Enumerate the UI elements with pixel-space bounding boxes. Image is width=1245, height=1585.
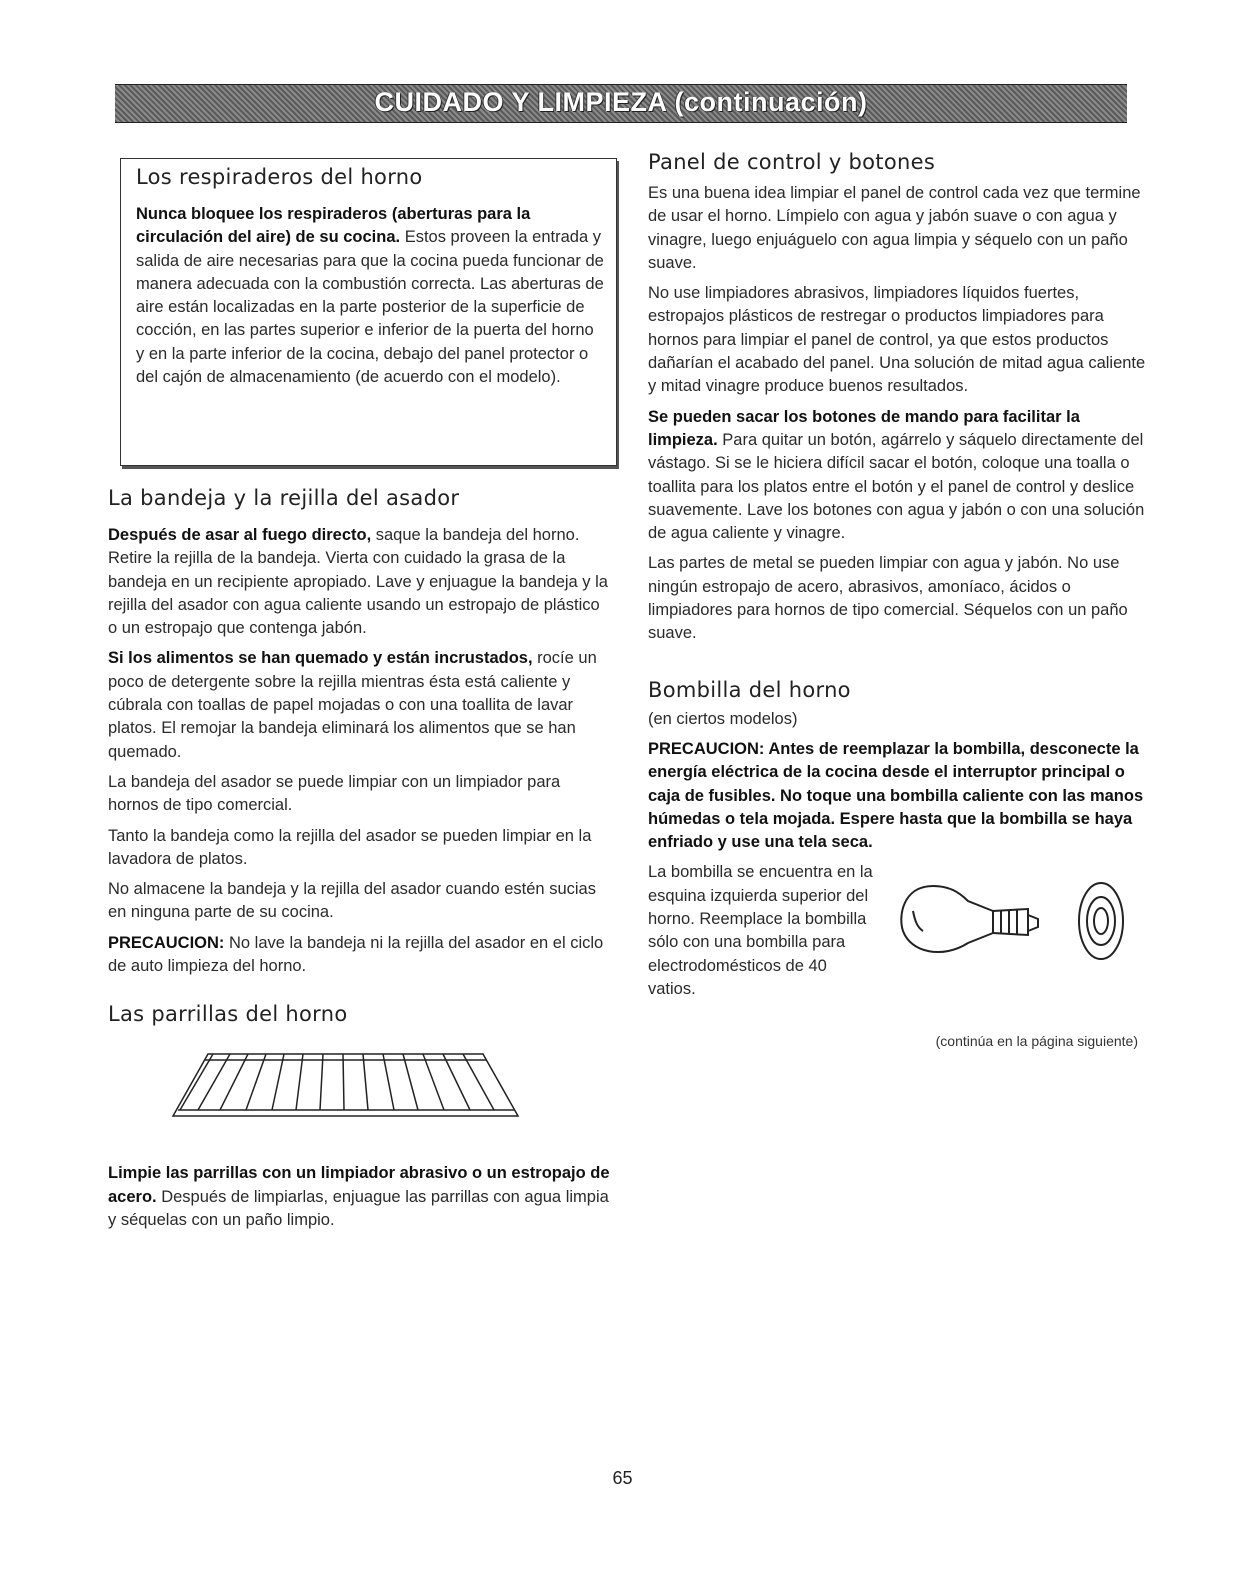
bulb-paragraph: La bombilla se encuentra en la esquina izquierda superior del horno. Reemplace la bombilla sólo con una bombilla para electrodomésticos de 40 vatios. — [648, 863, 873, 998]
oven-rack-icon — [168, 1046, 528, 1126]
broiler-paragraph-1 — [108, 524, 613, 640]
racks-bold-text: Limpie las parrillas con un limpiador abrasivo o un estropajo de acero. — [108, 1164, 610, 1206]
vents-heading: Los respiraderos del horno — [136, 165, 423, 189]
control-paragraph-4: Las partes de metal se pueden limpiar con agua y jabón. No use ningún estropajo de acero, abrasivos, amoníaco, ácidos o limpiadores para hornos de tipo comercial. Séquelos con un paño suave. — [648, 554, 1128, 643]
broiler-section — [108, 486, 613, 978]
racks-paragraph — [108, 1162, 613, 1232]
page-number: 65 — [612, 1468, 633, 1488]
broiler-heading: La bandeja y la rejilla del asador — [108, 486, 460, 510]
bulb-warning: PRECAUCION: Antes de reemplazar la bombilla, desconecte la energía eléctrica de la cocina desde el interruptor principal o caja de fusibles. No toque una bombilla caliente con las manos húmedas o tela mojada. Espere hasta que la bombilla se haya enfriado y use una tela seca. — [648, 739, 1144, 852]
right-column — [648, 150, 1148, 1051]
section-banner — [115, 84, 1127, 123]
broiler-bold-1: Después de asar al fuego directo, — [108, 526, 372, 544]
control-paragraph-2: No use limpiadores abrasivos, limpiadores líquidos fuertes, estropajos plásticos de restregar o productos limpiadores para hornos para limpiar el panel de control, ya que estos productos dañarían el acabado del panel. Una solución de mitad agua caliente y mitad vinagre produce buenos resultados. — [648, 284, 1146, 396]
broiler-caution-text: No lave la bandeja ni la rejilla del asador en el ciclo de auto limpieza del horno. — [108, 933, 604, 976]
bulb-heading: Bombilla del horno — [648, 677, 851, 702]
broiler-caution-label: PRECAUCION: — [108, 933, 225, 952]
control-text-3: Para quitar un botón, agárrelo y sáquelo directamente del vástago. Si se le hiciera difícil sacar el botón, coloque una toalla o toallita para los platos entre el botón y el panel de control y deslice suavemente. Lave los botones con agua y jabón o con una solución de agua caliente y vinagre. — [648, 430, 1145, 543]
control-bold-3: Se pueden sacar los botones de mando para facilitar la limpieza. — [648, 407, 1080, 449]
page-title: CUIDADO Y LIMPIEZA (continuación) — [374, 87, 868, 117]
control-paragraph-3 — [648, 406, 1148, 546]
broiler-text-2: rocíe un poco de detergente sobre la rejilla mientras ésta está caliente y cúbrala con toallas de papel mojadas o con una toallita de lavar platos. El remojar la bandeja eliminará los alimentos que se han quemado. — [108, 649, 597, 761]
light-bulb-icon — [893, 871, 1143, 971]
racks-heading: Las parrillas del horno — [108, 1002, 348, 1027]
vents-paragraph — [136, 203, 606, 389]
vents-box — [120, 158, 617, 466]
vents-bold-text: Nunca bloquee los respiraderos (aberturas para la circulación del aire) de su cocina. — [136, 205, 531, 247]
left-column — [108, 486, 613, 1239]
control-heading: Panel de control y botones — [648, 150, 936, 174]
racks-text: Después de limpiarlas, enjuague las parrillas con agua limpia y séquelas con un paño limpio. — [108, 1187, 609, 1229]
vents-text: Estos proveen la entrada y salida de aire necesarias para que la cocina pueda funcionar de manera adecuada con la combustión correcta. Las aberturas de aire están localizadas en la parte posterior de la superficie de cocción, en las partes superior e inferior de la puerta del horno y en la parte inferior de la cocina, debajo del panel protector o del cajón de almacenamiento (de acuerdo con el modelo). — [136, 228, 604, 387]
broiler-paragraph-4: Tanto la bandeja como la rejilla del asador se pueden limpiar en la lavadora de platos. — [108, 826, 592, 868]
continued-note: (continúa en la página siguiente) — [935, 1033, 1138, 1050]
broiler-text-1: saque la bandeja del horno. Retire la rejilla de la bandeja. Vierta con cuidado la grasa de la bandeja en un recipiente apropiado. Lave y enjuague la bandeja y la rejilla del asador con agua caliente usando un estropajo de plástico o un estropajo que contenga jabón. — [108, 526, 608, 638]
broiler-paragraph-6 — [108, 932, 613, 979]
bulb-subheading: (en ciertos modelos) — [648, 709, 798, 728]
oven-rack-illustration — [108, 1040, 613, 1132]
broiler-paragraph-5: No almacene la bandeja y la rejilla del asador cuando estén sucias en ninguna parte de su cocina. — [108, 880, 596, 922]
broiler-bold-2: Si los alimentos se han quemado y están incrustados, — [108, 649, 533, 668]
broiler-paragraph-3: La bandeja del asador se puede limpiar con un limpiador para hornos de tipo comercial. — [108, 772, 561, 815]
broiler-paragraph-2 — [108, 647, 613, 763]
racks-section — [108, 1002, 613, 1232]
control-panel-section — [648, 150, 1148, 646]
bulb-body — [648, 861, 1148, 1051]
control-paragraph-1: Es una buena idea limpiar el panel de control cada vez que termine de usar el horno. Límpielo con agua y jabón suave o con agua y vinagre, luego enjuáguelo con agua limpia y séquelo con un paño suave. — [648, 184, 1141, 272]
bulb-section — [648, 678, 1148, 1052]
